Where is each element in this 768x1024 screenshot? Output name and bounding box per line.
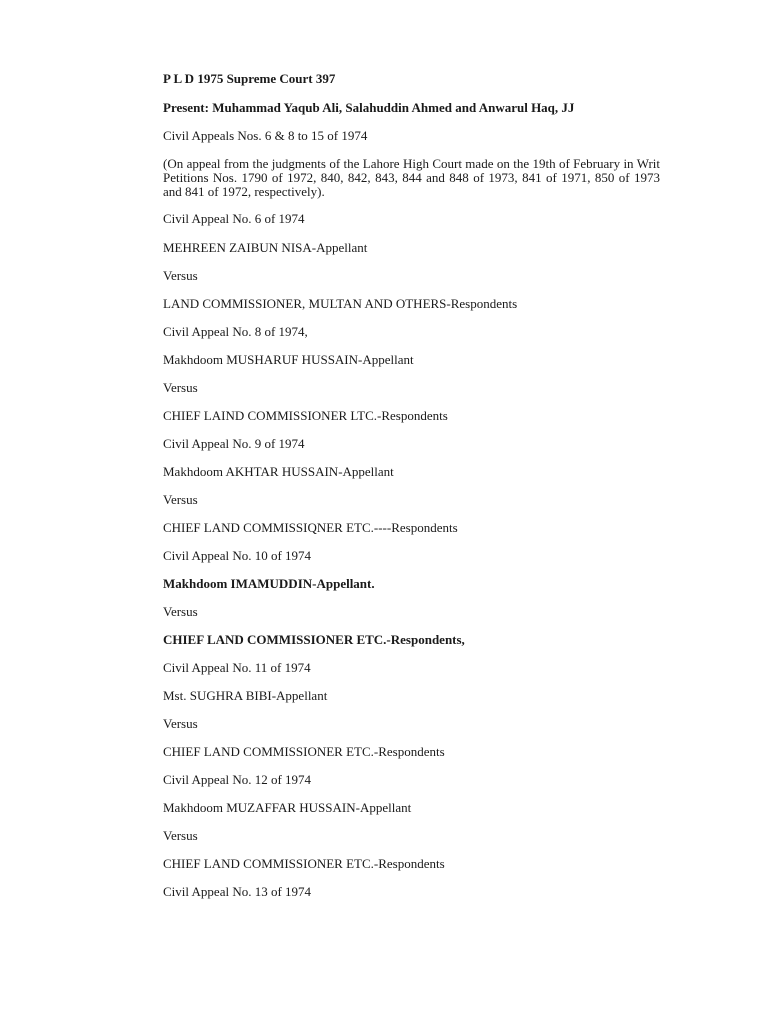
versus: Versus [163,716,198,731]
respondents: CHIEF LAIND COMMISSIONER LTC.-Respondents [163,408,448,423]
respondents: CHIEF LAND COMMISSIONER ETC.-Respondents [163,744,445,759]
appellant: Makhdoom MUSHARUF HUSSAIN-Appellant [163,352,414,367]
respondents: LAND COMMISSIONER, MULTAN AND OTHERS-Respondents [163,296,518,311]
appeal-number: Civil Appeal No. 8 of 1974, [163,324,308,339]
appeal-number: Civil Appeal No. 10 of 1974 [163,548,312,563]
versus: Versus [163,604,198,619]
appellant: Makhdoom IMAMUDDIN-Appellant. [163,576,375,591]
respondents: CHIEF LAND COMMISSIONER ETC.-Respondents, [163,632,465,647]
appeal-number: Civil Appeal No. 6 of 1974 [163,211,305,226]
versus: Versus [163,268,198,283]
versus: Versus [163,828,198,843]
appeals-heading: Civil Appeals Nos. 6 & 8 to 15 of 1974 [163,128,368,143]
appeal-origin-paragraph: (On appeal from the judgments of the Lahore High Court made on the 19th of February in Writ Petitions Nos. 1790 of 1972, 840, 842, 843, 844 and 848 of 1973, 841 of 1971, 850 of 1973 and 841 of 1972, respectively). [163,156,660,199]
citation: P L D 1975 Supreme Court 397 [163,71,336,86]
appeal-number: Civil Appeal No. 12 of 1974 [163,772,312,787]
appellant: Makhdoom MUZAFFAR HUSSAIN-Appellant [163,800,412,815]
respondents: CHIEF LAND COMMISSIONER ETC.-Respondents [163,856,445,871]
bench-line: Present: Muhammad Yaqub Ali, Salahuddin Ahmed and Anwarul Haq, JJ [163,100,575,115]
appellant: Mst. SUGHRA BIBI-Appellant [163,688,328,703]
appeal-number: Civil Appeal No. 9 of 1974 [163,436,305,451]
appeal-number: Civil Appeal No. 11 of 1974 [163,660,311,675]
appellant: Makhdoom AKHTAR HUSSAIN-Appellant [163,464,394,479]
versus: Versus [163,380,198,395]
appeal-number: Civil Appeal No. 13 of 1974 [163,884,312,899]
respondents: CHIEF LAND COMMISSIQNER ETC.----Respondents [163,520,458,535]
versus: Versus [163,492,198,507]
appellant: MEHREEN ZAIBUN NISA-Appellant [163,240,368,255]
